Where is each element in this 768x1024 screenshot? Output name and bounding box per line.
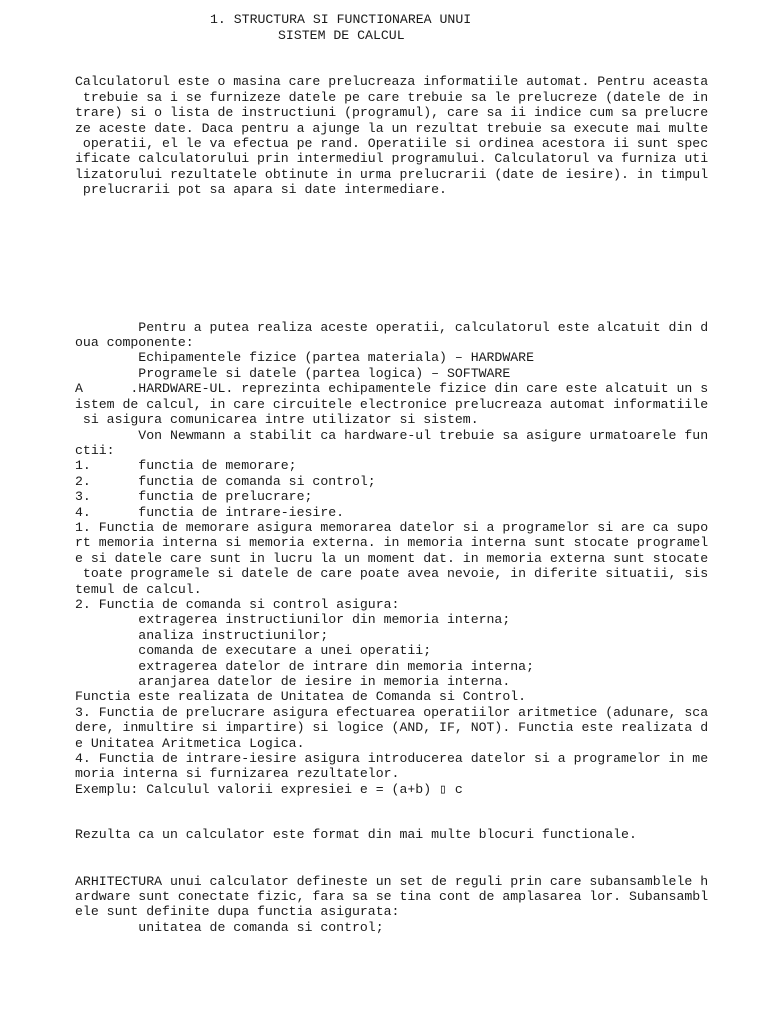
- text-line: prelucrarii pot sa apara si date intermediare.: [75, 182, 447, 197]
- list-item: extragerea datelor de intrare din memoria interna;: [75, 659, 534, 674]
- conclusion-line: Rezulta ca un calculator este format din mai multe blocuri functionale.: [75, 827, 637, 842]
- text-line: 3. Functia de prelucrare asigura efectuarea operatiilor aritmetice (adunare, sca: [75, 705, 709, 720]
- list-item: 2. functia de comanda si control;: [75, 474, 376, 489]
- title-line-1: 1. STRUCTURA SI FUNCTIONAREA UNUI: [210, 12, 472, 27]
- text-line: ardware sunt conectate fizic, fara sa se tina cont de amplasarea lor. Subansambl: [75, 889, 709, 904]
- text-line: Calculatorul este o masina care prelucreaza informatiile automat. Pentru aceasta: [75, 74, 709, 89]
- text-line: ctii:: [75, 443, 115, 458]
- text-line: Functia este realizata de Unitatea de Comanda si Control.: [75, 689, 527, 704]
- text-line: e si datele care sunt in lucru la un moment dat. in memoria externa sunt stocate: [75, 551, 709, 566]
- list-item: aranjarea datelor de iesire in memoria interna.: [75, 674, 511, 689]
- text-line: e Unitatea Aritmetica Logica.: [75, 736, 305, 751]
- list-item: 1. functia de memorare;: [75, 458, 297, 473]
- text-line: trare) si o lista de instructiuni (programul), care sa ii indice cum sa prelucre: [75, 105, 709, 120]
- text-line: 1. Functia de memorare asigura memorarea datelor si a programelor si are ca supo: [75, 520, 709, 535]
- text-line: temul de calcul.: [75, 582, 202, 597]
- text-line: ARHITECTURA unui calculator defineste un set de reguli prin care subansamblele h: [75, 874, 709, 889]
- text-line: lizatorului rezultatele obtinute in urma prelucrarii (date de iesire). in timpul: [75, 167, 709, 182]
- text-line: ificate calculatorului prin intermediul programului. Calculatorul va furniza uti: [75, 151, 709, 166]
- text-line: oua componente:: [75, 335, 194, 350]
- text-line: moria interna si furnizarea rezultatelor.: [75, 766, 400, 781]
- text-line: rt memoria interna si memoria externa. in memoria interna sunt stocate programel: [75, 535, 709, 550]
- text-line: dere, inmultire si impartire) si logice (AND, IF, NOT). Functia este realizata d: [75, 720, 709, 735]
- text-line: Von Newmann a stabilit ca hardware-ul trebuie sa asigure urmatoarele fun: [75, 428, 709, 443]
- text-line: Echipamentele fizice (partea materiala) – HARDWARE: [75, 350, 534, 365]
- example-line: Exemplu: Calculul valorii expresiei e = (a+b) ▯ c: [75, 782, 463, 797]
- list-item: analiza instructiunilor;: [75, 628, 329, 643]
- list-item: comanda de executare a unei operatii;: [75, 643, 432, 658]
- text-line: A .HARDWARE-UL. reprezinta echipamentele fizice din care este alcatuit un s: [75, 381, 709, 396]
- list-item: extragerea instructiunilor din memoria interna;: [75, 612, 511, 627]
- text-line: istem de calcul, in care circuitele electronice prelucreaza automat informatiile: [75, 397, 709, 412]
- text-line: Pentru a putea realiza aceste operatii, calculatorul este alcatuit din d: [75, 320, 709, 335]
- text-line: ze aceste date. Daca pentru a ajunge la un rezultat trebuie sa execute mai multe: [75, 121, 709, 136]
- text-line: trebuie sa i se furnizeze datele pe care trebuie sa le prelucreze (datele de in: [75, 90, 709, 105]
- list-item: 3. functia de prelucrare;: [75, 489, 313, 504]
- text-line: toate programele si datele de care poate avea nevoie, in diferite situatii, sis: [75, 566, 709, 581]
- title-line-2: SISTEM DE CALCUL: [278, 28, 405, 43]
- text-line: 2. Functia de comanda si control asigura:: [75, 597, 400, 612]
- text-line: 4. Functia de intrare-iesire asigura introducerea datelor si a programelor in me: [75, 751, 709, 766]
- text-line: ele sunt definite dupa functia asigurata:: [75, 904, 400, 919]
- text-line: si asigura comunicarea intre utilizator si sistem.: [75, 412, 479, 427]
- text-line: Programele si datele (partea logica) – SOFTWARE: [75, 366, 511, 381]
- list-item: unitatea de comanda si control;: [75, 920, 384, 935]
- text-line: operatii, el le va efectua pe rand. Operatiile si ordinea acestora ii sunt spec: [75, 136, 709, 151]
- list-item: 4. functia de intrare-iesire.: [75, 505, 345, 520]
